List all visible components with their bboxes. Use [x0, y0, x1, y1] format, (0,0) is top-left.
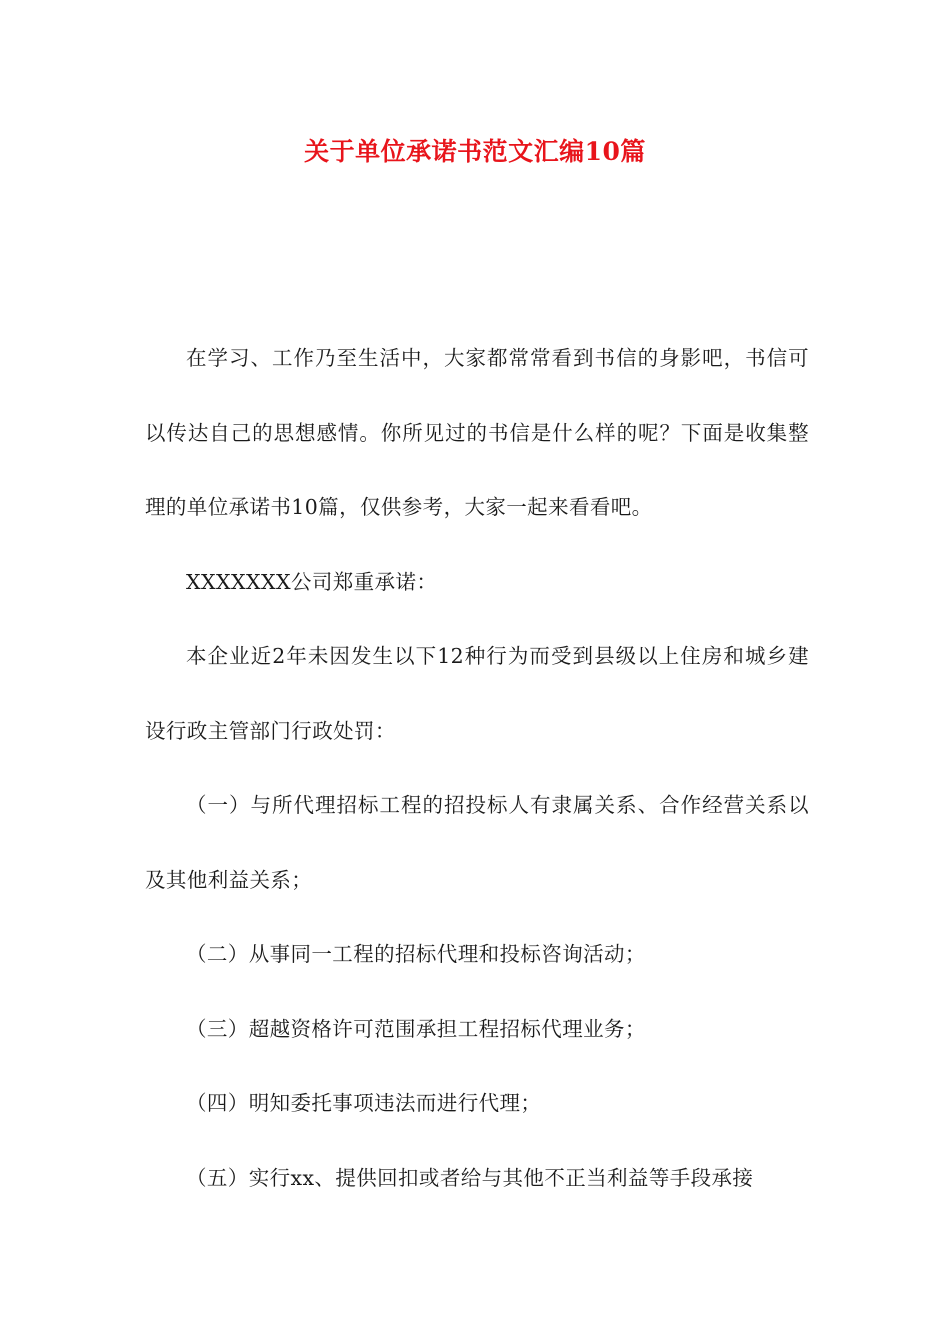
- commitment-statement: 本企业近2年未因发生以下12种行为而受到县级以上住房和城乡建设行政主管部门行政处罚：: [145, 644, 809, 743]
- list-item-2: （二）从事同一工程的招标代理和投标咨询活动；: [186, 942, 646, 966]
- company-commitment-line: XXXXXXX公司郑重承诺：: [186, 569, 438, 594]
- list-item-5: （五）实行xx、提供回扣或者给与其他不正当利益等手段承接: [186, 1165, 754, 1190]
- list-item-3: （三）超越资格许可范围承担工程招标代理业务；: [186, 1016, 646, 1041]
- list-item-1: （一）与所代理招标工程的招投标人有隶属关系、合作经营关系以及其他利益关系；: [145, 793, 809, 892]
- document-body: [145, 321, 809, 1215]
- document-title: 关于单位承诺书范文汇编10篇: [304, 137, 646, 166]
- intro-paragraph: 在学习、工作乃至生活中，大家都常常看到书信的身影吧，书信可以传达自己的思想感情。你所见过的书信是什么样的呢？下面是收集整理的单位承诺书10篇，仅供参考，大家一起来看看吧。: [145, 346, 809, 519]
- list-item-4: （四）明知委托事项违法而进行代理；: [186, 1091, 542, 1115]
